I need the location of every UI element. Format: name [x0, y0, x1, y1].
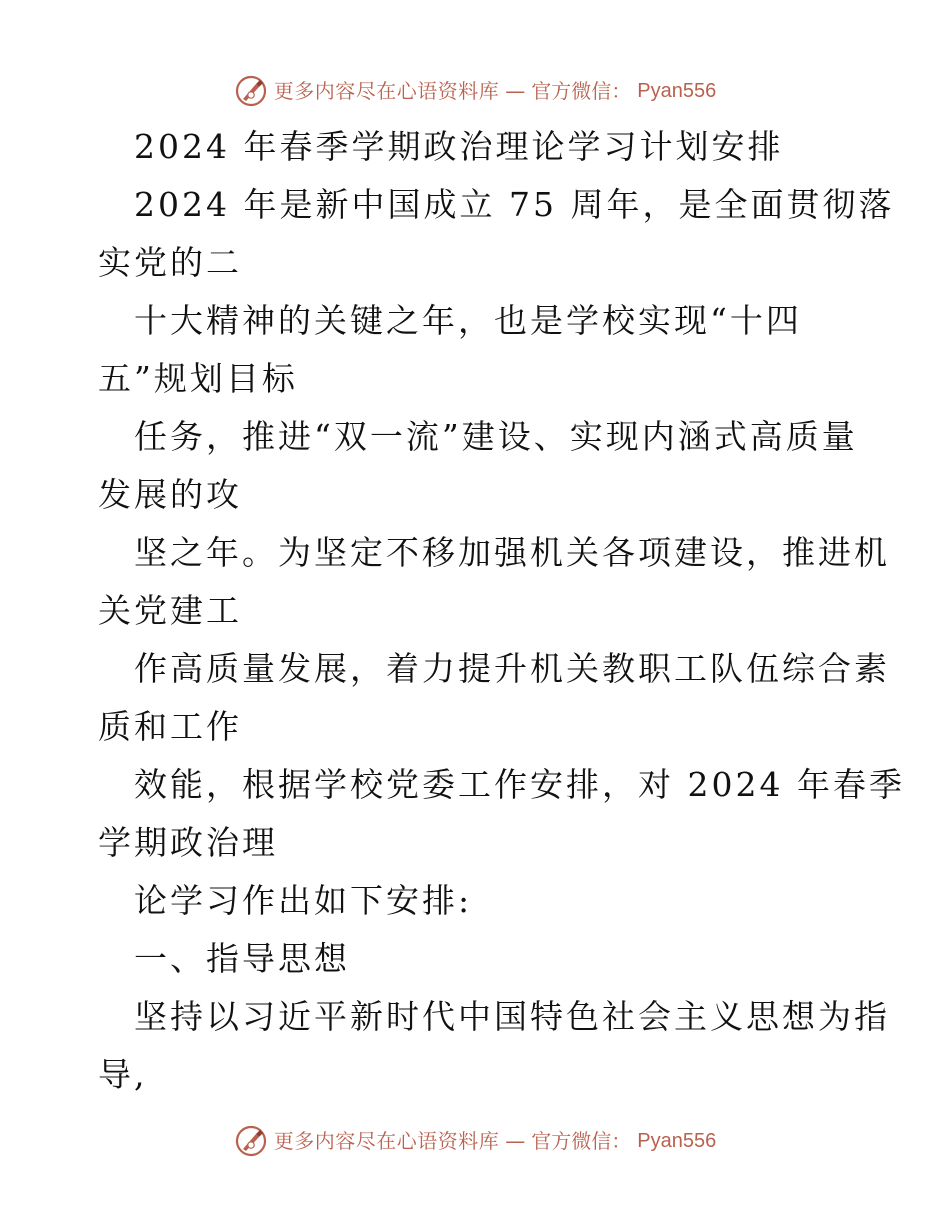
paragraph-line: 效能，根据学校党委工作安排，对 2024 年春季 [134, 765, 905, 804]
paragraph-line: 坚之年。为坚定不移加强机关各项建设，推进机 [134, 533, 890, 572]
watermark-left-text: 更多内容尽在心语资料库 [273, 79, 500, 103]
paragraph-line: 五”规划目标 [98, 359, 298, 398]
paragraph-line: 导, [98, 1055, 148, 1094]
pen-in-circle-logo-icon [234, 74, 268, 108]
paragraph-line: 任务，推进“双一流”建设、实现内涵式高质量 [134, 417, 858, 456]
watermark-wechat-id: Pyan556 [637, 80, 717, 102]
pen-in-circle-logo-icon [234, 1124, 268, 1158]
paragraph-line: 学期政治理 [98, 823, 278, 862]
watermark-left-text: 更多内容尽在心语资料库 [273, 1129, 500, 1153]
footer-watermark [0, 1121, 950, 1161]
watermark-dash: — [505, 79, 526, 103]
document-body [98, 118, 905, 1104]
watermark-wechat-id: Pyan556 [637, 1130, 717, 1152]
paragraph-line: 质和工作 [98, 707, 242, 746]
watermark-dash: — [505, 1129, 526, 1153]
paragraph-line: 2024 年是新中国成立 75 周年，是全面贯彻落 [134, 185, 895, 224]
section-heading: 一、指导思想 [134, 939, 350, 978]
paragraph-line: 坚持以习近平新时代中国特色社会主义思想为指 [134, 997, 890, 1036]
paragraph-line: 实党的二 [98, 243, 242, 282]
paragraph-line: 发展的攻 [98, 475, 242, 514]
paragraph-line: 十大精神的关键之年，也是学校实现“十四 [134, 301, 802, 340]
watermark-right-text: 官方微信： [531, 1129, 632, 1153]
header-watermark [0, 71, 950, 111]
paragraph-line: 论学习作出如下安排: [134, 881, 473, 920]
paragraph-line: 关党建工 [98, 591, 242, 630]
watermark-right-text: 官方微信： [531, 79, 632, 103]
document-title-line: 2024 年春季学期政治理论学习计划安排 [134, 127, 784, 166]
paragraph-line: 作高质量发展，着力提升机关教职工队伍综合素 [134, 649, 890, 688]
